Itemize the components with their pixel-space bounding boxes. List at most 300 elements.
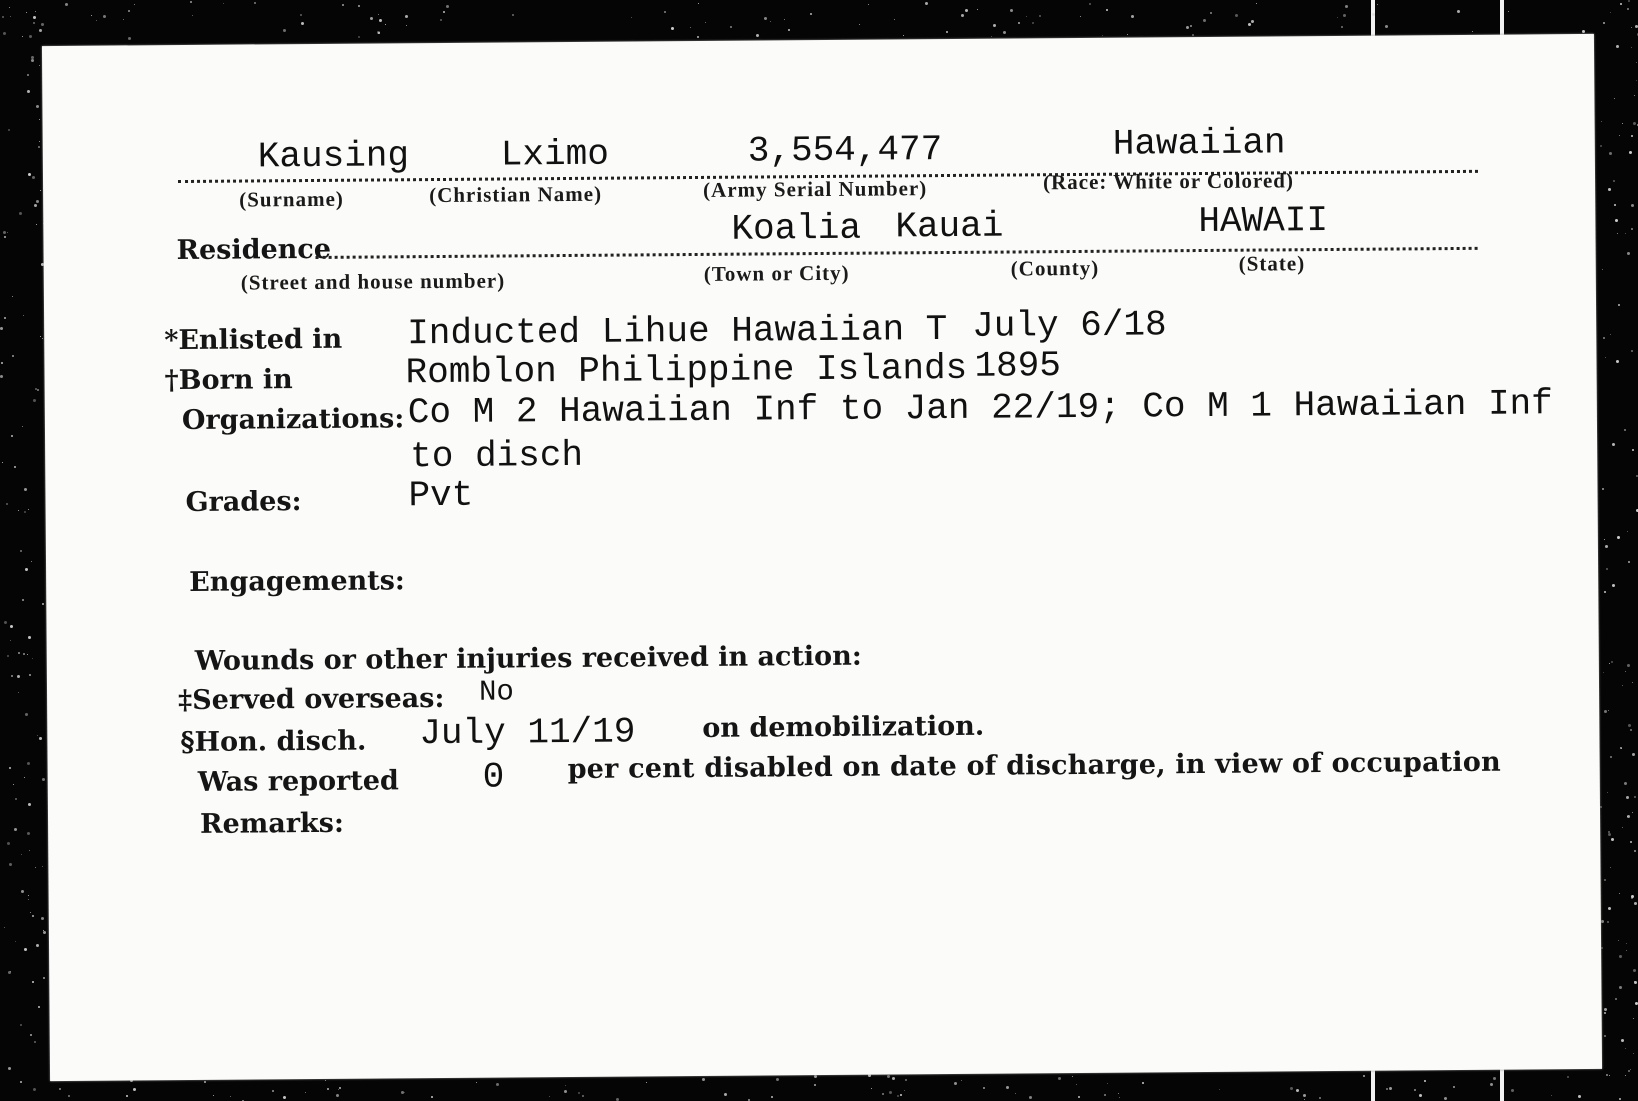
film-speck <box>946 31 948 33</box>
film-speck <box>1006 1086 1009 1089</box>
film-speck <box>1621 1039 1624 1042</box>
film-speck <box>39 29 42 32</box>
film-speck <box>338 1089 339 1090</box>
film-speck <box>1619 135 1620 136</box>
film-speck <box>370 17 373 20</box>
film-speck <box>905 1079 907 1081</box>
film-speck <box>1614 98 1615 99</box>
film-speck <box>868 4 869 5</box>
street-caption: (Street and house number) <box>240 268 506 295</box>
film-speck <box>1032 22 1034 24</box>
film-speck <box>32 981 34 983</box>
film-speck <box>1634 850 1636 852</box>
film-speck <box>4 927 5 928</box>
film-speck <box>1628 724 1631 727</box>
residence-state-value: HAWAII <box>1198 200 1329 243</box>
film-speck <box>1625 671 1626 672</box>
film-speck <box>0 327 3 330</box>
film-speck <box>34 204 37 207</box>
film-speck <box>756 34 759 37</box>
film-speck <box>1414 1089 1416 1091</box>
film-speck <box>39 119 40 120</box>
film-speck <box>1630 1069 1631 1070</box>
film-speck <box>443 11 445 13</box>
film-speck <box>1203 19 1206 22</box>
film-speck <box>1631 204 1634 207</box>
film-speck <box>1606 568 1608 570</box>
film-speck <box>925 2 928 5</box>
film-speck <box>1389 1087 1392 1090</box>
film-speck <box>1603 672 1604 673</box>
film-speck <box>1631 228 1633 230</box>
race-value: Hawaiian <box>1112 122 1286 165</box>
film-speck <box>1632 753 1635 756</box>
film-speck <box>28 173 31 176</box>
film-speck <box>564 1090 567 1093</box>
film-speck <box>1210 12 1212 14</box>
film-speck <box>35 867 36 868</box>
film-speck <box>2 16 4 18</box>
film-speck <box>1603 337 1605 339</box>
film-speck <box>1630 841 1632 843</box>
residence-town-value: Koalia <box>731 207 862 250</box>
film-speck <box>103 15 106 18</box>
film-speck <box>42 866 43 867</box>
film-speck <box>1634 981 1635 982</box>
film-speck <box>133 1088 136 1091</box>
engagements-label: Engagements: <box>189 565 405 598</box>
film-speck <box>300 14 302 16</box>
film-speck <box>1490 1083 1493 1086</box>
film-speck <box>1616 360 1619 363</box>
film-speck <box>96 20 97 21</box>
film-speck <box>24 488 27 491</box>
enlisted-date: July 6/18 <box>972 304 1167 347</box>
born-label: †Born in <box>164 364 293 397</box>
film-speck <box>37 735 38 736</box>
film-speck <box>1628 0 1630 2</box>
organizations-line1: Co M 2 Hawaiian Inf to Jan 22/19; Co M 1 Hawaiian Inf <box>407 383 1553 434</box>
film-speck <box>1319 1097 1321 1099</box>
film-speck <box>24 777 25 778</box>
film-speck <box>230 1096 231 1097</box>
film-speck <box>1610 334 1611 335</box>
film-speck <box>123 19 124 20</box>
film-speck <box>32 658 33 659</box>
film-speck <box>9 863 12 866</box>
film-speck <box>705 22 706 23</box>
film-speck <box>379 19 382 22</box>
film-speck <box>578 1092 580 1094</box>
film-speck <box>1372 13 1375 16</box>
film-speck <box>1604 539 1605 540</box>
film-speck <box>21 890 24 893</box>
film-speck <box>776 1078 779 1081</box>
film-speck <box>1604 1035 1606 1037</box>
film-speck <box>1029 1096 1032 1099</box>
film-speck <box>24 511 26 513</box>
film-speck <box>1337 17 1338 18</box>
film-speck <box>1304 1099 1305 1100</box>
film-speck <box>1631 47 1632 48</box>
film-speck <box>33 22 35 24</box>
state-caption: (State) <box>1238 251 1306 276</box>
film-speck <box>565 1085 566 1086</box>
film-speck <box>1628 561 1630 563</box>
film-speck <box>39 141 40 142</box>
film-speck <box>1625 1075 1626 1076</box>
film-speck <box>1601 920 1604 923</box>
film-speck <box>385 24 386 25</box>
film-speck <box>724 1093 727 1096</box>
film-speck <box>42 778 45 781</box>
film-speck <box>20 550 22 552</box>
film-speck <box>1078 1096 1080 1098</box>
film-speck <box>13 784 14 785</box>
film-speck <box>1627 815 1630 818</box>
film-speck <box>1472 31 1473 32</box>
film-speck <box>22 36 23 37</box>
film-speck <box>2 462 3 463</box>
film-speck <box>1600 145 1602 147</box>
film-speck <box>730 26 732 28</box>
film-speck <box>26 12 27 13</box>
film-speck <box>20 1024 22 1026</box>
film-speck <box>1567 1076 1569 1078</box>
film-speck <box>27 832 30 835</box>
film-speck <box>28 636 31 639</box>
film-speck <box>1015 1093 1016 1094</box>
film-speck <box>29 850 30 851</box>
film-speck <box>1607 921 1609 923</box>
film-speck <box>1 362 3 364</box>
film-speck <box>39 65 40 66</box>
film-speck <box>283 29 286 32</box>
film-speck <box>991 36 992 37</box>
film-speck <box>582 1095 584 1097</box>
film-speck <box>1235 14 1238 17</box>
film-speck <box>128 37 131 40</box>
film-speck <box>897 1095 899 1097</box>
film-speck <box>9 7 10 8</box>
film-speck <box>788 29 790 31</box>
film-speck <box>36 105 39 108</box>
film-speck <box>0 375 3 378</box>
film-speck <box>631 17 632 18</box>
film-speck <box>31 56 34 59</box>
film-speck <box>1192 34 1194 36</box>
enlisted-value: Inducted Lihue Hawaiian T <box>407 309 948 355</box>
film-speck <box>1551 1095 1552 1096</box>
film-speck <box>954 1082 957 1085</box>
film-speck <box>1615 998 1617 1000</box>
film-speck <box>358 36 360 38</box>
film-speck <box>1627 664 1630 667</box>
film-speck <box>1611 661 1613 663</box>
enlisted-label: *Enlisted in <box>164 323 343 357</box>
served-overseas-value: No <box>478 675 514 709</box>
film-speck <box>30 912 31 913</box>
film-speck <box>1625 1048 1626 1049</box>
film-speck <box>993 24 996 27</box>
film-speck <box>770 21 771 22</box>
film-speck <box>1251 20 1254 23</box>
film-speck <box>1256 3 1257 4</box>
film-speck <box>1617 536 1620 539</box>
film-speck <box>1608 833 1611 836</box>
film-speck <box>7 232 8 233</box>
service-record-card <box>42 34 1602 1081</box>
film-speck <box>1620 747 1622 749</box>
film-speck <box>14 466 16 468</box>
film-speck <box>1634 95 1635 96</box>
film-speck <box>20 1081 22 1083</box>
film-speck <box>1026 16 1027 17</box>
film-speck <box>1631 27 1632 28</box>
film-speck <box>1622 685 1623 686</box>
film-speck <box>1607 792 1608 793</box>
film-speck <box>476 1082 477 1083</box>
film-speck <box>887 1075 890 1078</box>
film-speck <box>1076 1084 1077 1085</box>
film-speck <box>894 19 895 20</box>
served-overseas-label: ‡Served overseas: <box>177 682 445 717</box>
film-speck <box>882 1093 884 1095</box>
film-speck <box>1119 1097 1120 1098</box>
film-speck <box>31 561 32 562</box>
county-caption: (County) <box>1010 255 1100 281</box>
film-speck <box>405 15 408 18</box>
film-speck <box>38 146 40 148</box>
town-caption: (Town or City) <box>703 260 850 286</box>
film-speck <box>24 948 27 951</box>
film-speck <box>18 510 19 511</box>
film-speck <box>192 15 193 16</box>
film-speck <box>496 1083 499 1086</box>
film-speck <box>1609 663 1610 664</box>
serial-number-value: 3,554,477 <box>747 129 943 172</box>
hon-disch-date: July 11/19 <box>419 711 636 755</box>
film-speck <box>1627 252 1630 255</box>
film-speck <box>36 224 37 225</box>
film-speck <box>814 1075 817 1078</box>
film-speck <box>1142 1082 1144 1084</box>
film-speck <box>7 655 9 657</box>
film-speck <box>1625 233 1626 234</box>
film-speck <box>1626 950 1627 951</box>
film-speck <box>1631 897 1633 899</box>
film-speck <box>1631 135 1633 137</box>
film-speck <box>1614 204 1616 206</box>
film-speck <box>1629 151 1632 154</box>
film-speck <box>1010 9 1013 12</box>
film-speck <box>6 503 8 505</box>
film-speck <box>43 930 44 931</box>
film-speck <box>22 426 23 427</box>
film-speck <box>43 931 46 934</box>
film-speck <box>1633 122 1636 125</box>
film-speck <box>1296 1089 1299 1092</box>
film-speck <box>1508 11 1509 12</box>
film-speck <box>1385 25 1388 28</box>
film-speck <box>1608 907 1611 910</box>
film-speck <box>1582 30 1585 33</box>
disability-suffix: per cent disabled on date of discharge, in view of occupation <box>567 746 1501 786</box>
film-speck <box>15 798 17 800</box>
film-speck <box>28 899 29 900</box>
film-speck <box>301 22 304 25</box>
film-speck <box>23 315 24 316</box>
film-speck <box>1604 1012 1606 1014</box>
film-speck <box>1612 584 1615 587</box>
film-speck <box>91 15 92 16</box>
residence-label: Residence <box>176 233 332 267</box>
film-speck <box>440 19 442 21</box>
film-speck <box>1457 10 1460 13</box>
film-speck <box>32 915 34 917</box>
christian-name-value: Lximo <box>500 133 610 176</box>
film-speck <box>1612 443 1615 446</box>
film-speck <box>784 19 785 20</box>
film-speck <box>30 1034 32 1036</box>
film-speck <box>671 27 674 30</box>
film-speck <box>690 27 691 28</box>
film-speck <box>65 3 68 6</box>
film-speck <box>1600 806 1602 808</box>
film-speck <box>8 1067 11 1070</box>
film-speck <box>1186 26 1189 29</box>
film-speck <box>43 977 45 979</box>
film-speck <box>10 640 11 641</box>
film-speck <box>1444 1097 1447 1100</box>
film-speck <box>27 654 28 655</box>
film-speck <box>128 10 130 12</box>
film-speck <box>1627 531 1628 532</box>
film-speck <box>965 9 968 12</box>
film-speck <box>27 762 30 765</box>
film-speck <box>977 9 978 10</box>
film-speck <box>29 674 31 676</box>
film-speck <box>11 435 13 437</box>
film-speck <box>42 603 44 605</box>
film-speck <box>1604 879 1606 881</box>
film-speck <box>40 190 41 191</box>
film-speck <box>664 11 666 13</box>
film-speck <box>1219 1089 1220 1090</box>
disability-percent: 0 <box>482 756 505 798</box>
film-speck <box>1578 1095 1581 1098</box>
film-speck <box>900 1094 902 1096</box>
film-speck <box>327 1088 329 1090</box>
film-speck <box>1106 9 1108 11</box>
organizations-label: Organizations: <box>181 403 405 437</box>
film-speck <box>431 1096 433 1098</box>
film-speck <box>1622 827 1623 828</box>
film-speck <box>1602 488 1604 490</box>
film-speck <box>1619 955 1622 958</box>
film-speck <box>814 1084 816 1086</box>
film-speck <box>1617 233 1618 234</box>
film-speck <box>1343 14 1346 17</box>
film-speck <box>871 1088 872 1089</box>
film-speck <box>18 652 20 654</box>
film-speck <box>1609 152 1612 155</box>
race-caption: (Race: White or Colored) <box>1042 168 1295 195</box>
film-speck <box>15 941 16 942</box>
film-speck <box>1127 34 1128 35</box>
film-speck <box>549 1096 550 1097</box>
film-speck <box>1628 1070 1630 1072</box>
film-speck <box>1608 188 1611 191</box>
film-speck <box>646 1082 647 1083</box>
film-speck <box>764 17 767 20</box>
film-speck <box>31 59 34 62</box>
film-speck <box>325 1080 326 1081</box>
film-speck <box>1089 3 1091 5</box>
film-speck <box>406 25 407 26</box>
film-speck <box>1610 867 1611 868</box>
film-speck <box>1613 180 1615 182</box>
serial-number-caption: (Army Serial Number) <box>703 176 928 202</box>
film-speck <box>1058 1077 1061 1080</box>
film-speck <box>702 1078 705 1081</box>
film-speck <box>810 13 812 15</box>
film-speck <box>22 599 24 601</box>
film-speck <box>889 1091 892 1094</box>
film-speck <box>339 1087 341 1089</box>
film-speck <box>771 1096 773 1098</box>
christian-name-caption: (Christian Name) <box>429 181 603 208</box>
film-speck <box>1107 1083 1108 1084</box>
film-speck <box>126 1095 128 1097</box>
film-speck <box>33 16 36 19</box>
film-speck <box>892 1077 895 1080</box>
film-speck <box>983 1087 985 1089</box>
film-speck <box>10 625 13 628</box>
film-speck <box>25 568 28 571</box>
film-speck <box>59 1088 61 1090</box>
surname-caption: (Surname) <box>239 186 344 212</box>
remarks-label: Remarks: <box>199 807 344 840</box>
film-speck <box>1118 1093 1119 1094</box>
film-speck <box>305 1092 306 1093</box>
film-speck <box>1190 25 1192 27</box>
grades-label: Grades: <box>185 486 302 518</box>
film-speck <box>1604 710 1607 713</box>
film-speck <box>1603 22 1605 24</box>
film-speck <box>1610 756 1612 758</box>
film-speck <box>1633 969 1636 972</box>
film-speck <box>1072 1076 1073 1077</box>
film-speck <box>8 971 11 974</box>
organizations-line2: to disch <box>410 434 584 478</box>
film-speck <box>336 1094 339 1097</box>
film-speck <box>213 1095 214 1096</box>
film-speck <box>859 24 860 25</box>
film-speck <box>378 14 379 15</box>
residence-county-value: Kauai <box>895 205 1004 248</box>
film-speck <box>23 653 25 655</box>
film-speck <box>12 355 14 357</box>
film-speck <box>134 4 135 5</box>
film-speck <box>1493 1077 1496 1080</box>
film-speck <box>42 338 43 339</box>
grades-value: Pvt <box>408 474 474 517</box>
film-speck <box>1601 121 1602 122</box>
film-speck <box>28 509 29 510</box>
film-speck <box>1632 812 1633 813</box>
film-speck <box>1630 729 1632 731</box>
